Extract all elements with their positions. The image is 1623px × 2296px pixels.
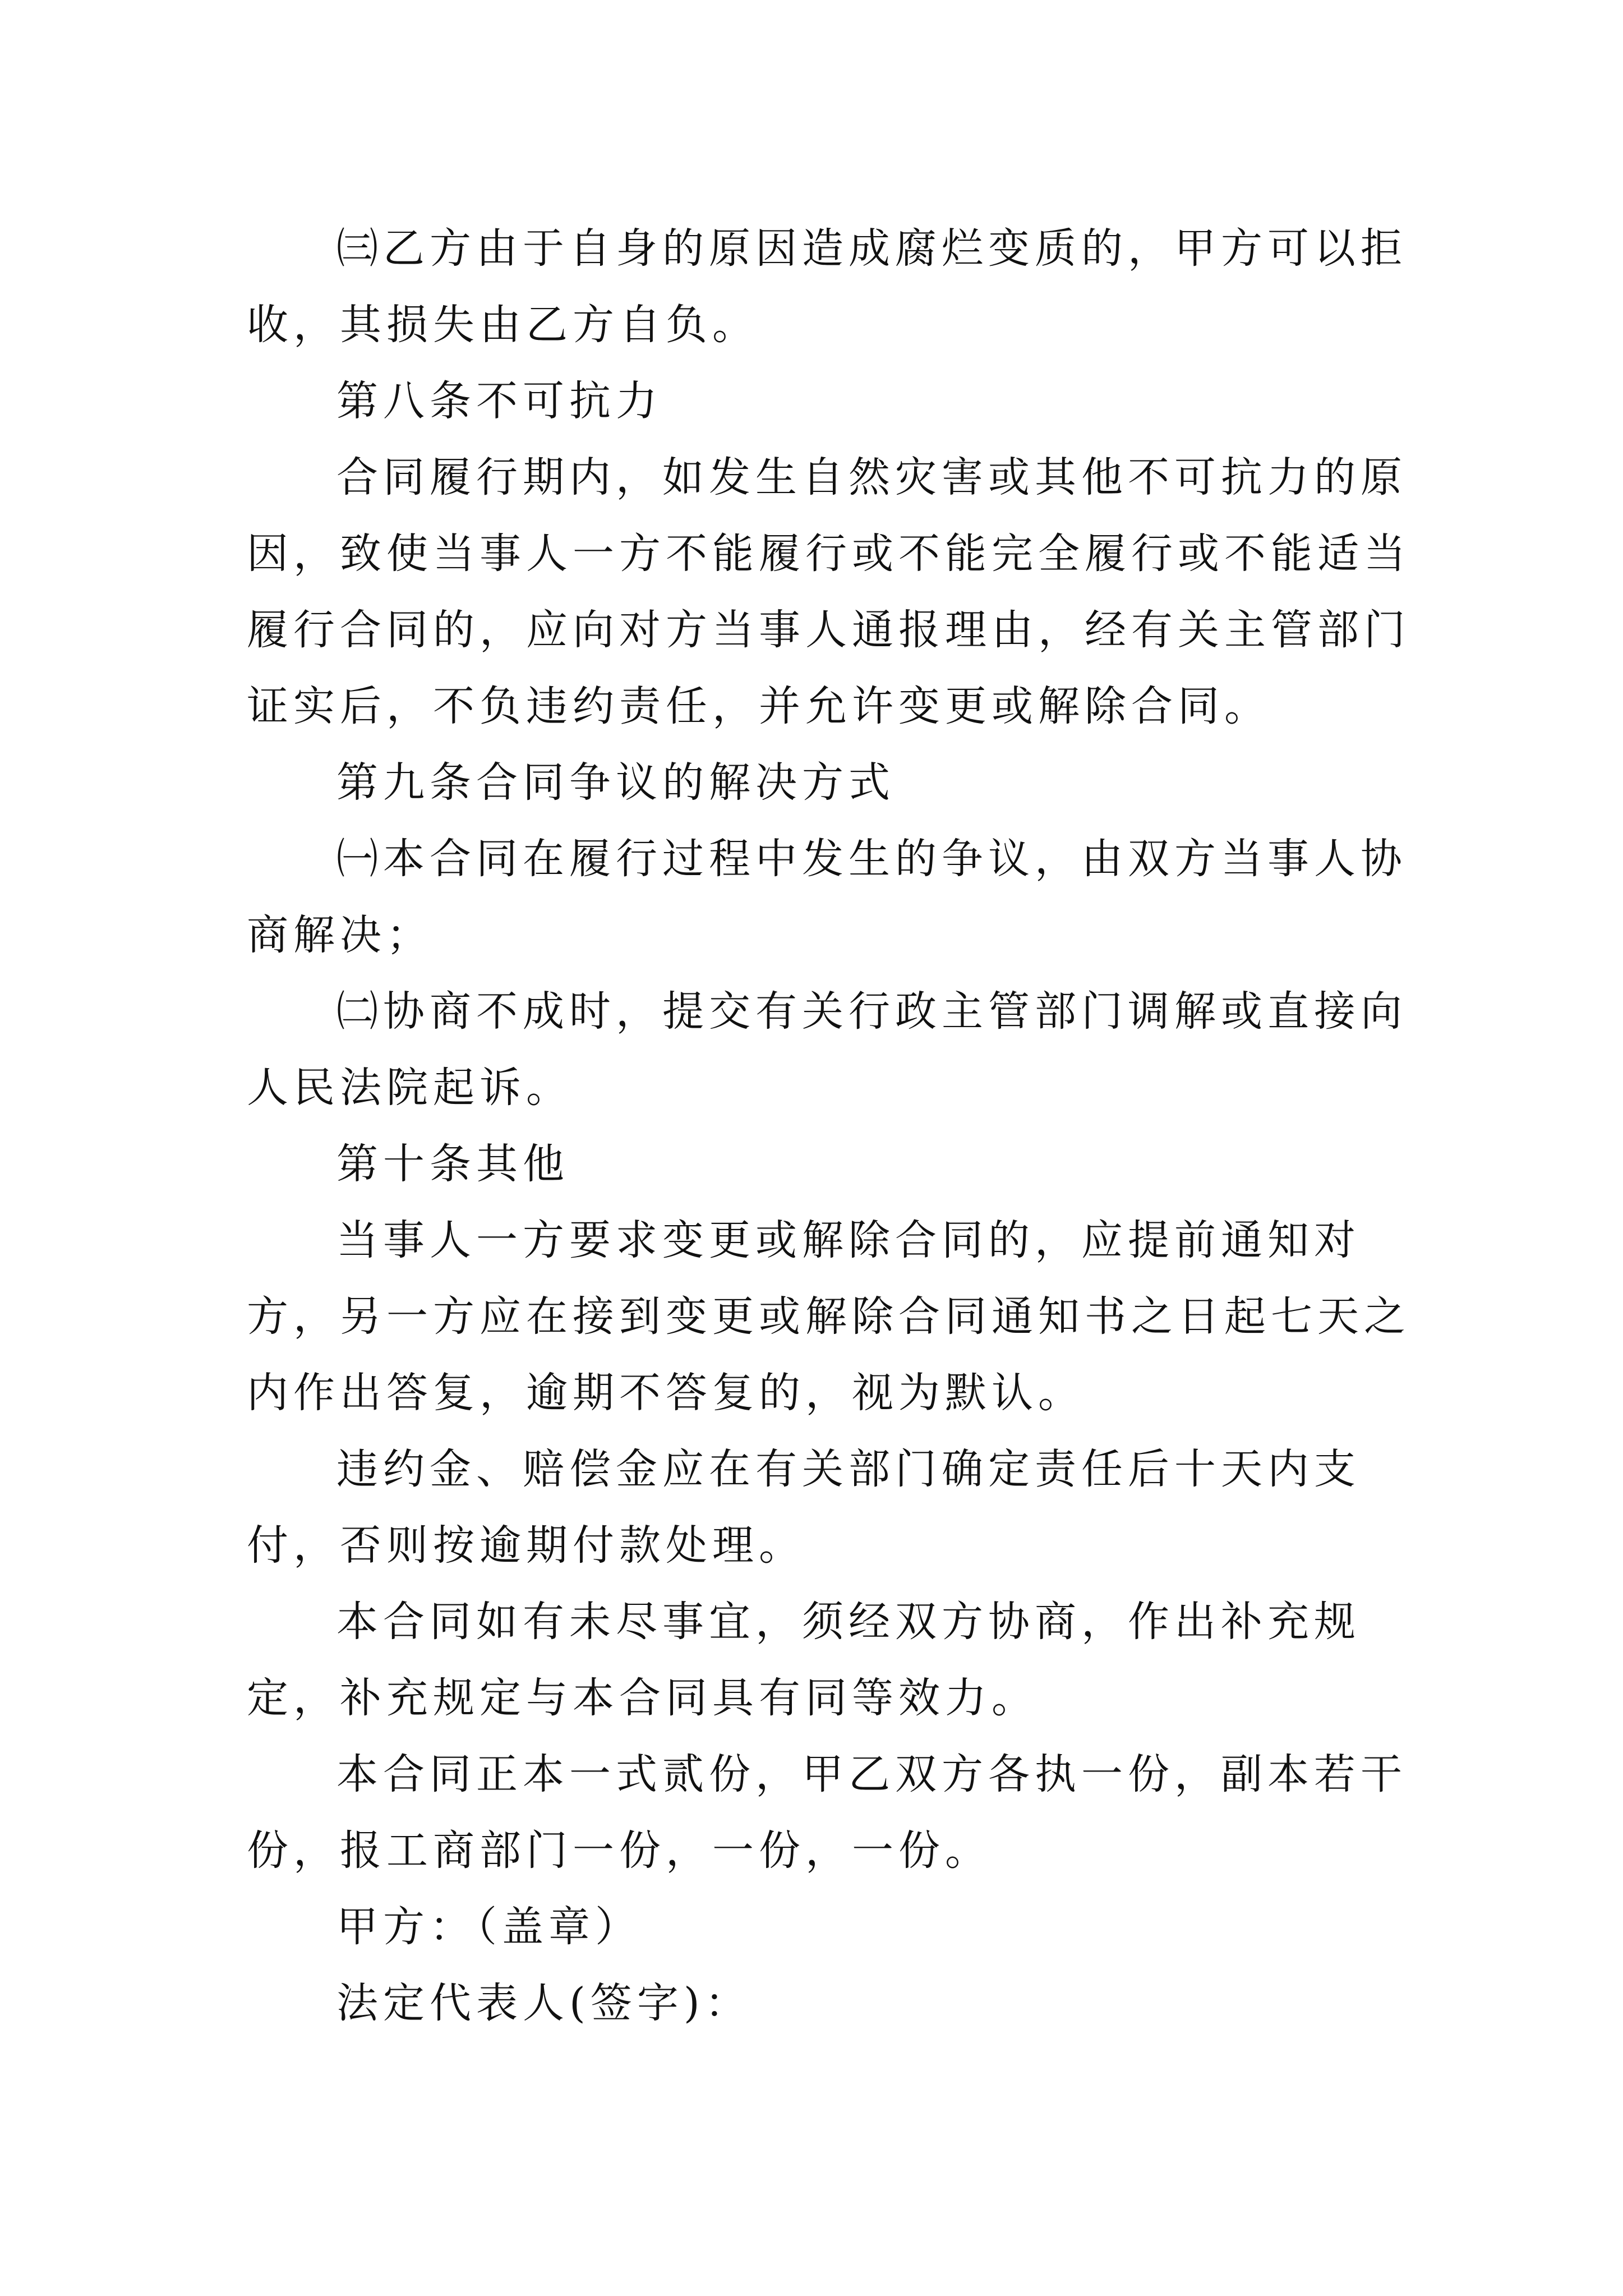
paragraph-rejection-clause: ㈢乙方由于自身的原因造成腐烂变质的，甲方可以拒收，其损失由乙方自负。 bbox=[247, 224, 1407, 349]
paragraph-supplementary-terms: 本合同如有未尽事宜，须经双方协商，作出补充规定，补充规定与本合同具有同等效力。 bbox=[247, 1598, 1361, 1722]
signature-legal-representative: 法定代表人(签字)： bbox=[336, 1979, 751, 2027]
paragraph-contract-change: 当事人一方要求变更或解除合同的，应提前通知对方，另一方应在接到变更或解除合同通知书之日起七天之内作出答复，逾期不答复的，视为默认。 bbox=[247, 1216, 1410, 1417]
heading-article-9: 第九条合同争议的解决方式 bbox=[336, 758, 895, 807]
paragraph-penalty-payment: 违约金、赔偿金应在有关部门确定责任后十天内支付，否则按逾期付款处理。 bbox=[247, 1445, 1361, 1570]
paragraph-force-majeure: 合同履行期内，如发生自然灾害或其他不可抗力的原因，致使当事人一方不能履行或不能完全履行或不能适当履行合同的，应向对方当事人通报理由，经有关主管部门证实后，不负违约责任，并允许变更或解除合同。 bbox=[247, 453, 1410, 730]
paragraph-dispute-negotiation: ㈠本合同在履行过程中发生的争议，由双方当事人协商解决； bbox=[247, 835, 1407, 959]
paragraph-dispute-litigation: ㈡协商不成时，提交有关行政主管部门调解或直接向人民法院起诉。 bbox=[247, 987, 1407, 1112]
signature-party-a: 甲方：（盖章） bbox=[336, 1903, 642, 1951]
heading-article-10: 第十条其他 bbox=[336, 1140, 569, 1188]
heading-article-8: 第八条不可抗力 bbox=[336, 377, 662, 425]
paragraph-contract-copies: 本合同正本一式贰份，甲乙双方各执一份，副本若干份，报工商部门一份，一份，一份。 bbox=[247, 1750, 1407, 1875]
